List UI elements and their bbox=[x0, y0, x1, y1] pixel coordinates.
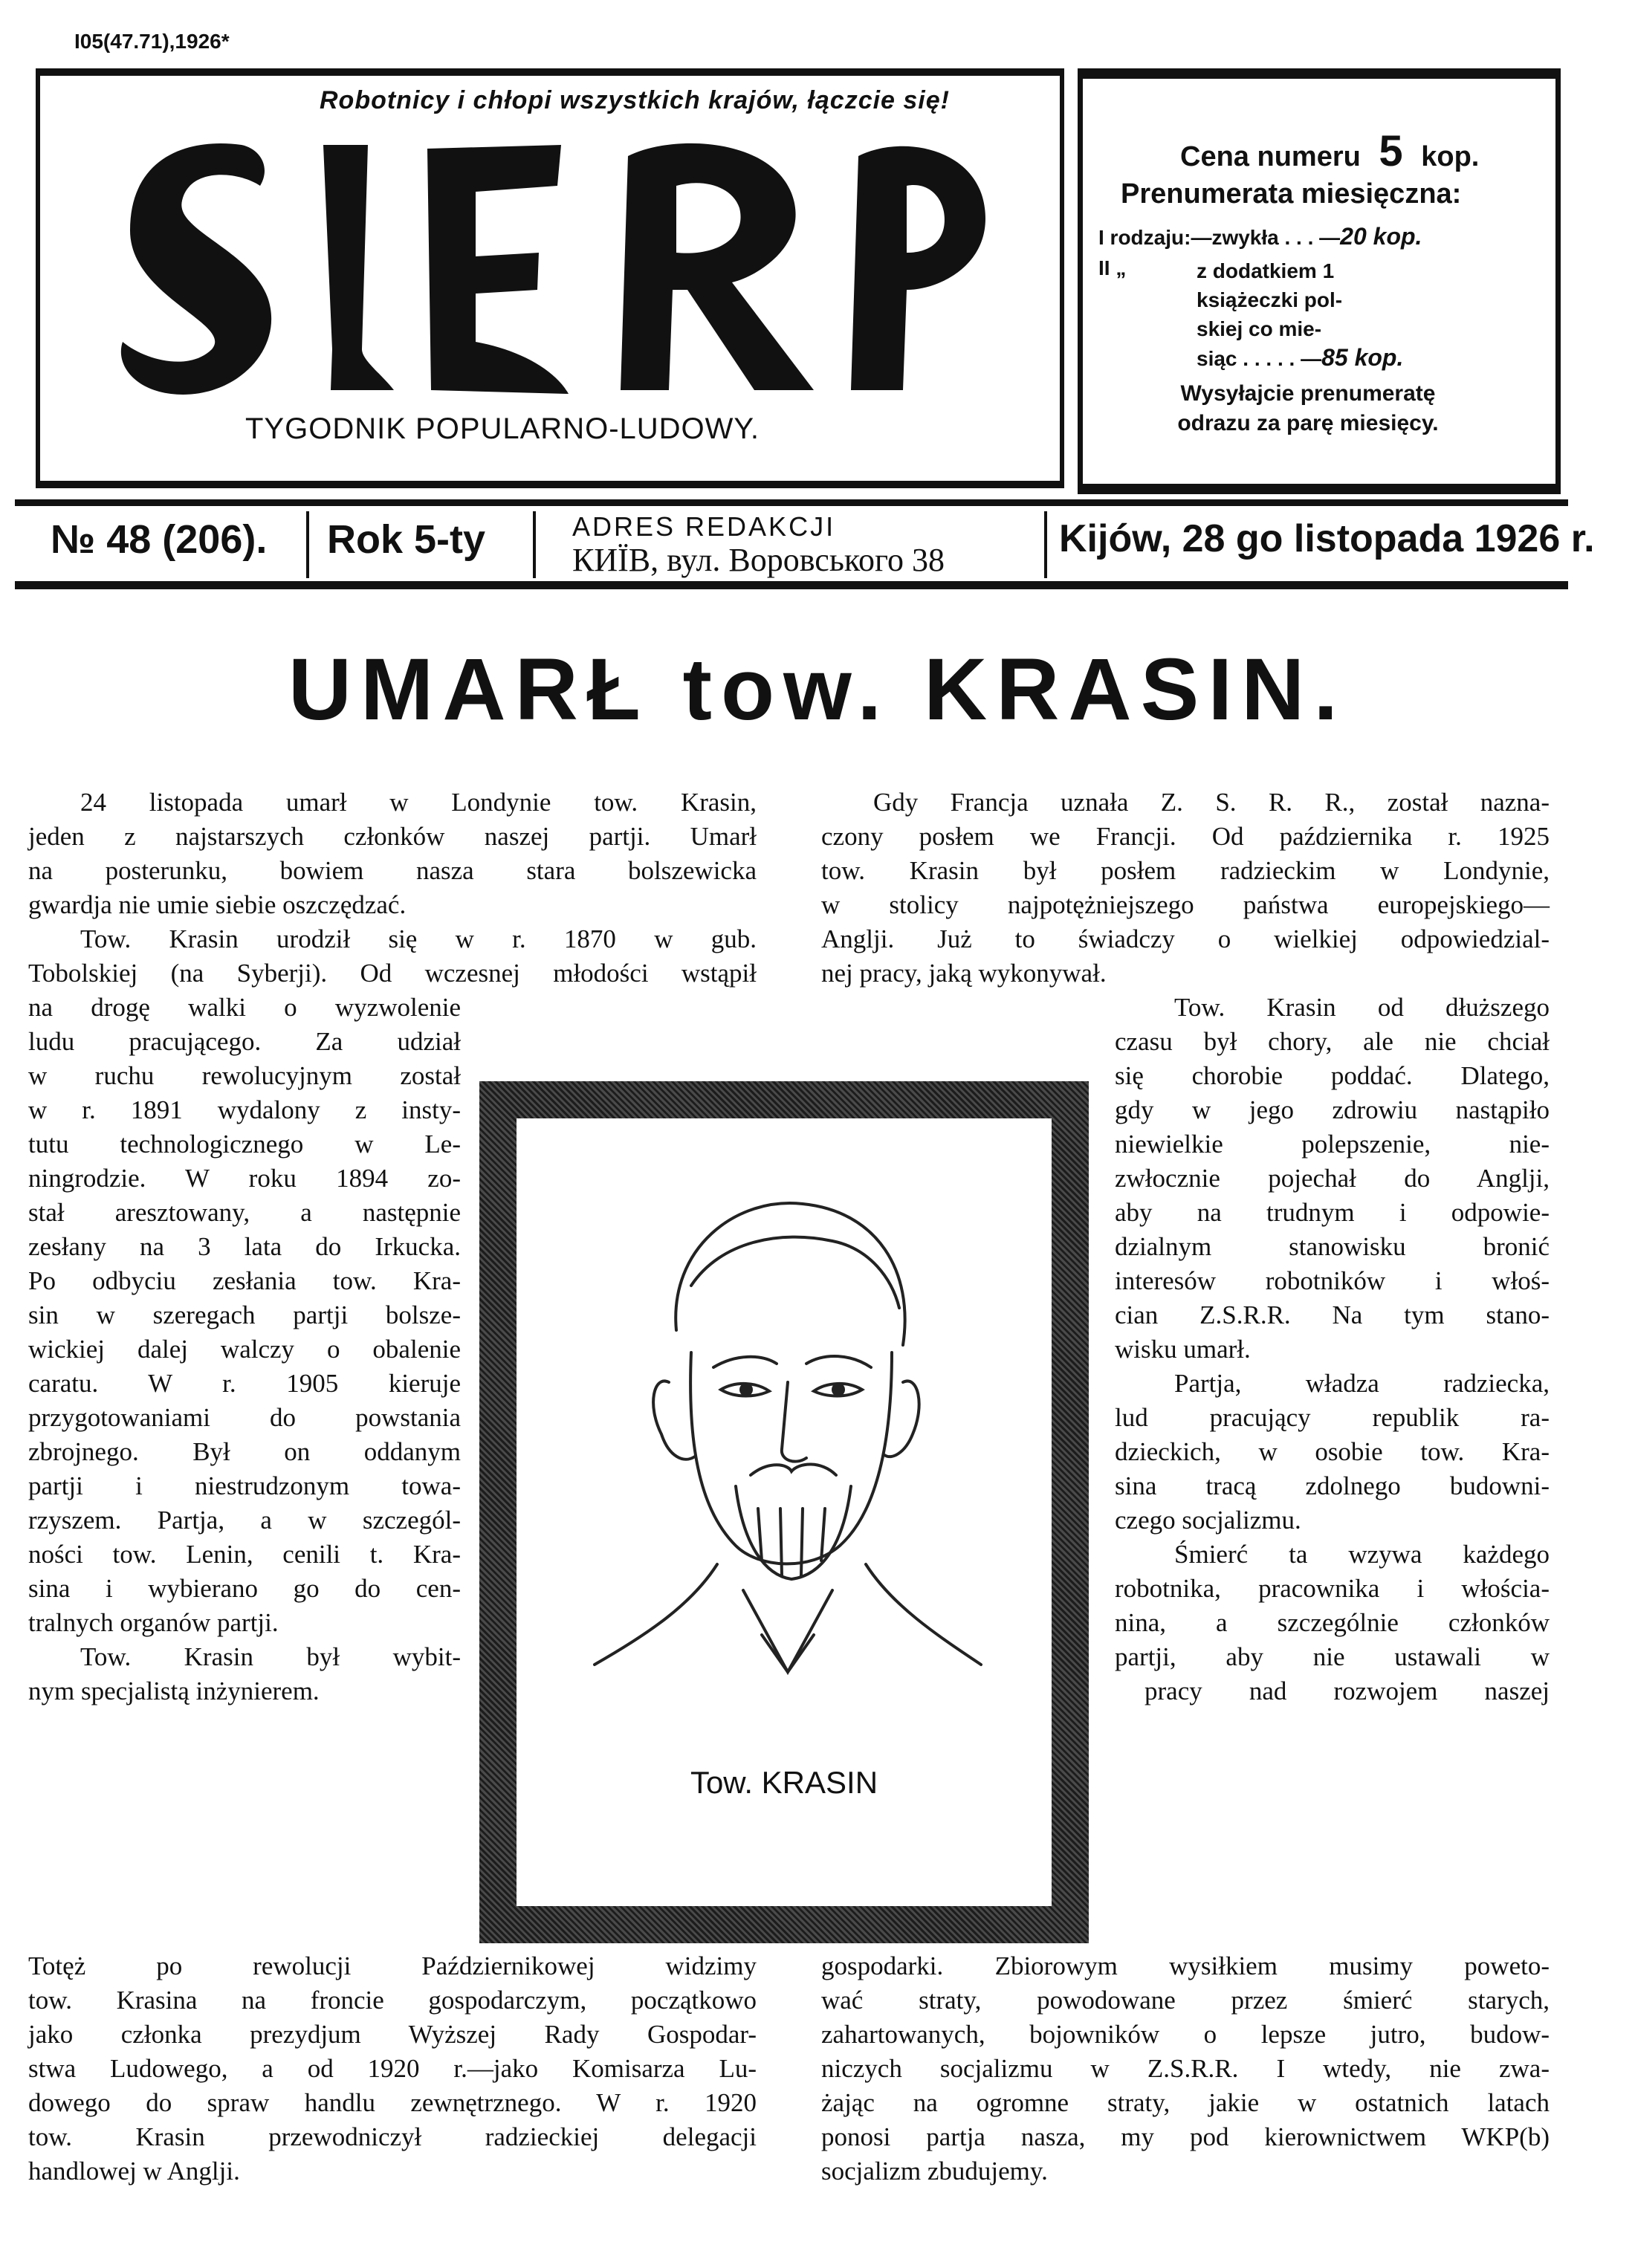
article-line: Tobolskiej (na Syberji). Od wczesnej młodości wstąpił bbox=[28, 959, 757, 988]
article-line: Tow. Krasin urodził się w r. 1870 w gub. bbox=[80, 924, 757, 953]
article-line: robotnika, pracownika i włościa- bbox=[1115, 1574, 1550, 1603]
article-line: wać straty, powodowane przez śmierć starych, bbox=[821, 1986, 1550, 2015]
article-line: stwa Ludowego, a od 1920 r.—jako Komisarza Lu- bbox=[28, 2054, 757, 2083]
article-line: gwardja nie umie siebie oszczędzać. bbox=[28, 890, 407, 919]
article-line: stał aresztowany, a następnie bbox=[28, 1198, 461, 1227]
article-line: czony posłem we Francji. Od października r. 1925 bbox=[821, 822, 1550, 851]
article-line: rzyszem. Partja, a w szczegól- bbox=[28, 1506, 461, 1535]
article-line: zahartowanych, bojowników o lepsze jutro, budow- bbox=[821, 2020, 1550, 2049]
subscription-note bbox=[1100, 379, 1516, 438]
article-line: caratu. W r. 1905 kieruje bbox=[28, 1369, 461, 1398]
article-line: Totęż po rewolucji Październikowej widzimy bbox=[28, 1951, 757, 1980]
subscription-option-1 bbox=[1098, 223, 1422, 250]
option-2-line: siąc . . . . . — bbox=[1197, 347, 1322, 370]
article-line: nym specjalistą inżynierem. bbox=[28, 1676, 320, 1705]
article-line: aby na trudnym i odpowie- bbox=[1115, 1198, 1550, 1227]
article-line: Partja, władza radziecka, bbox=[1174, 1369, 1550, 1398]
article-line: socjalizm zbudujemy. bbox=[821, 2157, 1048, 2186]
article-line: zesłany na 3 lata do Irkucka. bbox=[28, 1232, 461, 1261]
article-line: tow. Krasin był posłem radzieckim w Londynie, bbox=[821, 856, 1550, 885]
address-label: ADRES REDAKCJI bbox=[572, 511, 836, 542]
issue-date: Kijów, 28 go listopada 1926 r. bbox=[1059, 517, 1595, 560]
article-line: gdy w jego zdrowiu nastąpiło bbox=[1115, 1095, 1550, 1124]
article-line: Śmierć ta wzywa każdego bbox=[1174, 1540, 1550, 1569]
article-line: nej pracy, jaką wykonywał. bbox=[821, 959, 1107, 988]
strip-bottom-rule bbox=[15, 581, 1568, 589]
article-line: czego socjalizmu. bbox=[1115, 1506, 1301, 1535]
article-line: handlowej w Anglji. bbox=[28, 2157, 240, 2186]
article-line: tutu technologicznego w Le- bbox=[28, 1130, 461, 1159]
note-line: Wysyłajcie prenumeratę bbox=[1180, 381, 1436, 406]
article-line: Po odbyciu zesłania tow. Kra- bbox=[28, 1266, 461, 1295]
article-line: cian Z.S.R.R. Na tym stano- bbox=[1115, 1300, 1550, 1329]
article-line: Tow. Krasin od dłuższego bbox=[1174, 993, 1550, 1022]
article-line: żając na ogromne straty, jakie w ostatnich latach bbox=[821, 2088, 1550, 2117]
article-line: się chorobie poddać. Dlatego, bbox=[1115, 1061, 1550, 1090]
article-line: Gdy Francja uznała Z. S. R. R., został nazna- bbox=[873, 788, 1550, 817]
article-line: partji i niestrudzonym towa- bbox=[28, 1471, 461, 1500]
address: КИЇВ, вул. Воровського 38 bbox=[572, 542, 945, 578]
article-line: sina tracą zdolnego budowni- bbox=[1115, 1471, 1550, 1500]
article-line: wisku umarł. bbox=[1115, 1335, 1251, 1364]
article-line: Tow. Krasin był wybit- bbox=[80, 1642, 461, 1671]
article-line: ności tow. Lenin, cenili t. Kra- bbox=[28, 1540, 461, 1569]
masthead-motto: Robotnicy i chłopi wszystkich krajów, łączcie się! bbox=[320, 86, 950, 114]
article-headline: UMARŁ tow. KRASIN. bbox=[288, 641, 1347, 739]
strip-top-rule bbox=[15, 499, 1568, 506]
article-line: czasu był chory, ale nie chciał bbox=[1115, 1027, 1550, 1056]
option-1-price: 20 kop. bbox=[1340, 223, 1422, 250]
article-line: dzialnym stanowisku bronić bbox=[1115, 1232, 1550, 1261]
article-line: niczych socjalizmu w Z.S.R.R. I wtedy, nie zwa- bbox=[821, 2054, 1550, 2083]
article-line: nina, a szczególnie członków bbox=[1115, 1608, 1550, 1637]
article-line: jeden z najstarszych członków naszej partji. Umarł bbox=[28, 822, 757, 851]
portrait-drawing bbox=[565, 1159, 1003, 1739]
option-2-line: skiej co mie- bbox=[1197, 317, 1322, 340]
strip-separator bbox=[1044, 511, 1047, 578]
subscription-heading: Prenumerata miesięczna: bbox=[1121, 178, 1462, 210]
price-value: 5 bbox=[1379, 127, 1403, 175]
article-line: interesów robotników i włoś- bbox=[1115, 1266, 1550, 1295]
article-line: na posterunku, bowiem nasza stara bolszewicka bbox=[28, 856, 757, 885]
article-line: zwłocznie pojechał do Anglji, bbox=[1115, 1164, 1550, 1193]
article-line: ludu pracującego. Za udział bbox=[28, 1027, 461, 1056]
article-line: wickiej dalej walczy o obalenie bbox=[28, 1335, 461, 1364]
article-line: dzieckich, w osobie tow. Kra- bbox=[1115, 1437, 1550, 1466]
article-line: w r. 1891 wydalony z insty- bbox=[28, 1095, 461, 1124]
article-line: przygotowaniami do powstania bbox=[28, 1403, 461, 1432]
option-2-line: z dodatkiem 1 bbox=[1197, 259, 1335, 282]
article-line: 24 listopada umarł w Londynie tow. Krasin, bbox=[80, 788, 757, 817]
article-line: ponosi partja nasza, my pod kierownictwem WKP(b) bbox=[821, 2122, 1550, 2151]
masthead-subtitle: TYGODNIK POPULARNO-LUDOWY. bbox=[245, 412, 760, 445]
price-unit: kop. bbox=[1421, 141, 1480, 172]
article-line: sin w szeregach partji bolsze- bbox=[28, 1300, 461, 1329]
option-2-price: 85 kop. bbox=[1321, 344, 1404, 371]
catalog-number: Ι05(47.71),1926* bbox=[74, 30, 230, 53]
option-1-label: I rodzaju:—zwykła . . . — bbox=[1098, 226, 1341, 249]
price-line bbox=[1180, 126, 1479, 176]
issue-number: № 48 (206). bbox=[51, 517, 268, 562]
price-label: Cena numeru bbox=[1180, 141, 1361, 172]
article-line: sina i wybierano go do cen- bbox=[28, 1574, 461, 1603]
article-line: ningrodzie. W roku 1894 zo- bbox=[28, 1164, 461, 1193]
article-line: partji, aby nie ustawali w bbox=[1115, 1642, 1550, 1671]
article-line: tow. Krasina na froncie gospodarczym, początkowo bbox=[28, 1986, 757, 2015]
article-line: lud pracujący republik ra- bbox=[1115, 1403, 1550, 1432]
article-line: niewielkie polepszenie, nie- bbox=[1115, 1130, 1550, 1159]
option-2-line: książeczki pol- bbox=[1197, 288, 1343, 311]
note-line: odrazu za parę miesięcy. bbox=[1177, 411, 1439, 435]
subscription-option-2 bbox=[1197, 256, 1403, 373]
article-line: jako członka prezydjum Wyższej Rady Gospodar- bbox=[28, 2020, 757, 2049]
article-line: pracy nad rozwojem naszej bbox=[1144, 1676, 1550, 1705]
volume-year: Rok 5-ty bbox=[327, 517, 486, 562]
portrait-caption: Tow. KRASIN bbox=[690, 1765, 878, 1800]
article-line: zbrojnego. Był on oddanym bbox=[28, 1437, 461, 1466]
article-line: w stolicy najpotężniejszego państwa europejskiego— bbox=[821, 890, 1550, 919]
article-line: dowego do spraw handlu zewnętrznego. W r. 1920 bbox=[28, 2088, 757, 2117]
article-line: tralnych organów partji. bbox=[28, 1608, 279, 1637]
article-line: tow. Krasin przewodniczył radzieckiej delegacji bbox=[28, 2122, 757, 2151]
article-line: w ruchu rewolucyjnym został bbox=[28, 1061, 461, 1090]
sierp-logo bbox=[100, 104, 992, 412]
article-line: gospodarki. Zbiorowym wysiłkiem musimy poweto- bbox=[821, 1951, 1550, 1980]
strip-separator bbox=[533, 511, 536, 578]
option-2-prefix: II „ bbox=[1098, 256, 1127, 279]
article-line: na drogę walki o wyzwolenie bbox=[28, 993, 461, 1022]
strip-separator bbox=[306, 511, 309, 578]
article-line: Anglji. Już to świadczy o wielkiej odpowiedzial- bbox=[821, 924, 1550, 953]
